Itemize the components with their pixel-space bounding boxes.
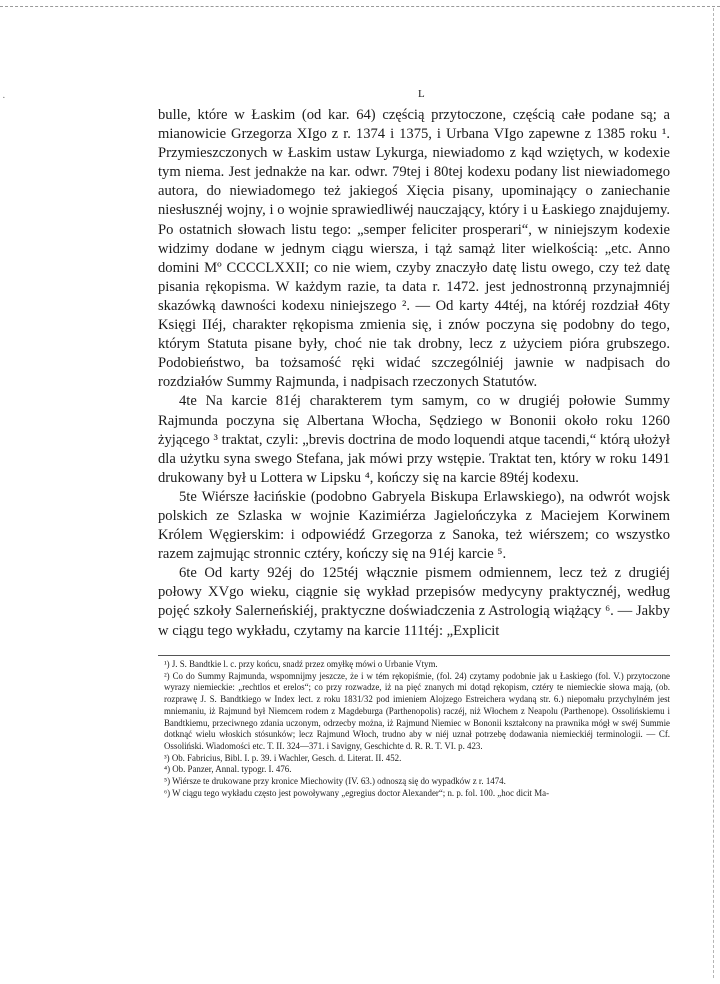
footnotes	[164, 659, 670, 799]
gutter-mark: ·	[2, 92, 6, 104]
footnote-3: ³) Ob. Fabricius, Bibl. I. p. 39. i Wachler, Gesch. d. Literat. II. 452.	[164, 752, 402, 763]
paragraph-item-4: 4te Na karcie 81éj charakterem tym samym, co w drugiéj połowie Summy Rajmunda poczyna się Albertana Włocha, Sędziego w Bononii około roku 1260 żyjącego ³ traktat, czyli: „brevis doctrina de modo loquendi atque tacendi,“ którą ułożył dla użytku syna swego Stefana, jak mówi przy wstępie. Traktat ten, który w roku 1491 drukowany był u Lottera w Lipsku ⁴, kończy się na karcie 89téj kodexu.	[158, 393, 670, 486]
scan-top-edge	[0, 6, 720, 7]
paragraph-item-6: 6te Od karty 92éj do 125téj włącznie pismem odmiennem, lecz też z drugiéj połowy XVgo wieku, ciągnie się wykład przepisów medycyny praktycznéj, według pojęć szkoły Salerneńskiéj, praktyczne doświadczenia z Astrologią wiążący ⁶. — Jakby w ciągu tego wykładu, czytamy na karcie 111téj: „Explicit	[158, 565, 670, 639]
footnote-5: ⁵) Wiérsze te drukowane przy kronice Miechowity (IV. 63.) odnoszą się do wypadków z r. 1474.	[164, 776, 506, 787]
footnote-divider	[158, 655, 670, 656]
paragraph-continuation: bulle, które w Łaskim (od kar. 64) częścią przytoczone, częścią całe podane są; a mianowicie Grzegorza XIgo z r. 1374 i 1375, i Urbana VIgo zapewne z 1385 roku ¹. Przymieszczonych w Łaskim ustaw Lykurga, niewiadomo z kąd wziętych, w kodexie tym niema. Jest jednakże na kar. odwr. 79tej i 80tej kodexu podany list niewiadomego autora, do niewiadomego też jakiegoś Xięcia pisany, upominający o zaniechanie niesłusznéj wojny, i o wojnie sprawiedliwéj nauczający, który i u Łaskiego znajdujemy. Po ostatnich słowach listu tego: „semper feliciter prosperari“, w niniejszym kodexie widzimy dodane w jednym ciągu wiersza, i tąż samąż liter wielkością: „etc. Anno domini Mº CCCCLXXII; co nie wiem, czyby znaczyło datę listu owego, czy też datę pisania rękopisma. W każdym razie, ta data r. 1472. jest jednostronną przynajmniéj skazówką dawności kodexu niniejszego ². — Od karty 44téj, na któréj rozdział 46ty Księgi IIéj, charakter rękopisma zmienia się, i znów poczyna się podobny do tego, którym Statuta pisane były, choć nie tak drobny, lecz z użyciem pióra grubszego. Podobieństwo, ba tożsamość ręki widać szczególniéj jawnie w nadpisach do rozdziałów Summy Rajmunda, i nadpisach rzeczonych Statutów.	[158, 107, 670, 391]
paragraph-item-5: 5te Wiérsze łacińskie (podobno Gabryela Biskupa Erlawskiego), na odwrót wojsk polskich ze Szlaska w wojnie Kazimiérza Jagielończyka z Maciejem Korwinem Królem Węgierskim: i odpowiédź Grzegorza z Sanoka, też wiérszem; co wszystko razem zajmując stronnic cztéry, kończy się na 91éj karcie ⁵.	[158, 488, 670, 563]
main-text	[158, 106, 670, 641]
footnote-2: ²) Co do Summy Rajmunda, wspomnijmy jeszcze, że i w tém rękopiśmie, (fol. 24) czytamy podobnie jak u Łaskiego (fol. V.) przytoczone wyrazy niemieckie: „rechtlos et erelos“; co przy rozwadze, iż na pięć znanych mi dotąd rękopism, cztéry te niemieckie słowa mają, (ob. rozprawę J. S. Bandtkiego w Index lect. z roku 1831/32 pod imieniem Alojzego Estreichera wydaną str. 6.) niepomału przychylném jest mniemaniu, iż Rajmund był Niemcem rodem z Magdeburga (Parthenopolis) raczéj, niż Włochem z Neapolu (Parthenope). Ossolińskiemu i Bandtkiemu, przeciwnego zdania uczonym, odrzecby można, iż Rajmund Niemiec w Bononii kształcony na prawnika mógł w swéj Summie dotknąć wielu włoskich stósunków; lecz Rajmund Włoch, trudno aby w niéj uznał potrzebę dodawania niemieckiéj terminologii. — Cf. Ossoliński. Wiadomości etc. T. II. 324—371. i Savigny, Geschichte d. R. R. T. VI. p. 423.	[164, 670, 670, 751]
footnote-6: ⁶) W ciągu tego wykładu często jest powoływany „egregius doctor Alexander“; n. p. fol. 100. „hoc dicit Ma-	[164, 787, 550, 798]
footnote-4: ⁴) Ob. Panzer, Annal. typogr. I. 476.	[164, 764, 292, 775]
page-number: L	[418, 88, 426, 100]
scan-right-edge	[713, 8, 714, 978]
footnote-1: ¹) J. S. Bandtkie l. c. przy końcu, snadź przez omyłkę mówi o Urbanie Vtym.	[164, 659, 438, 669]
